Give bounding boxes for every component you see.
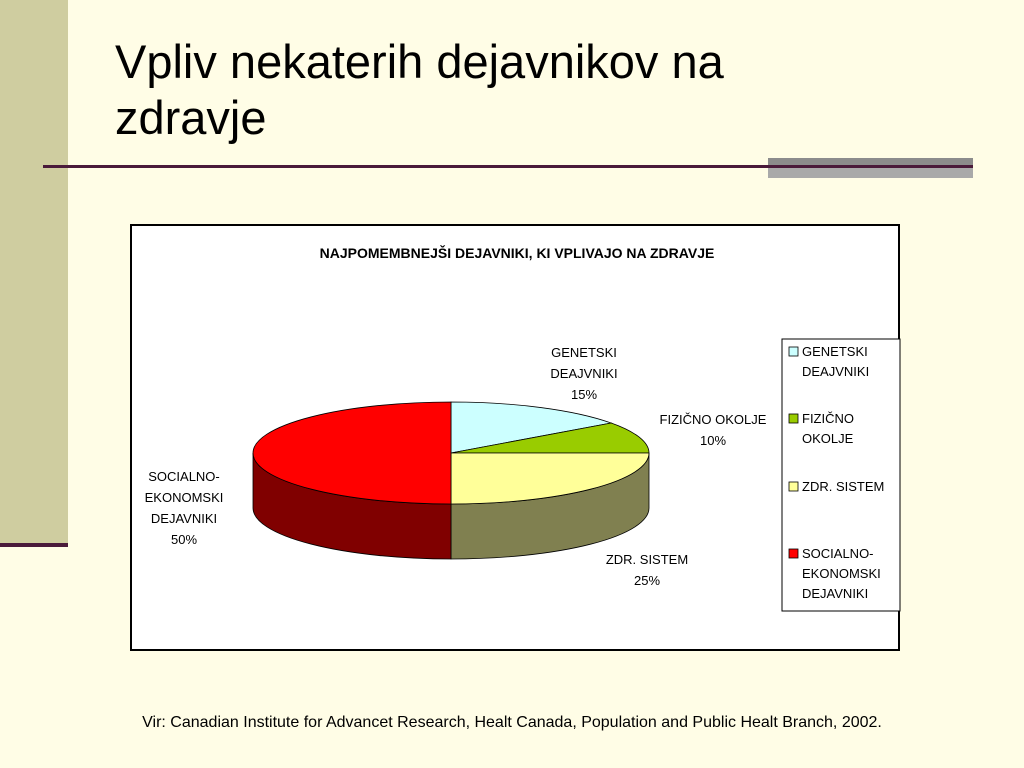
pie-label-line: FIZIČNO OKOLJE xyxy=(659,412,767,427)
pie-value-label: 50% xyxy=(170,532,198,547)
legend-label-fizicno-okolje: FIZIČNO xyxy=(802,411,854,426)
legend-label-zdr-sistem: ZDR. SISTEM xyxy=(802,479,885,494)
legend-swatch-zdr-sistem xyxy=(789,482,798,491)
chart-legend xyxy=(782,339,900,611)
pie-label-genetski-deajvniki xyxy=(550,345,617,402)
slide-title-line1: Vpliv nekaterih dejavnikov na xyxy=(115,35,724,88)
legend-label-genetski-deajvniki: DEAJVNIKI xyxy=(802,364,870,379)
legend-swatch-fizicno-okolje xyxy=(789,414,798,423)
title-rule xyxy=(43,165,973,168)
legend-swatch-socialno-ekonomski-dejavniki xyxy=(789,549,798,558)
left-accent-line xyxy=(0,543,68,547)
pie-value-label: 15% xyxy=(570,387,598,402)
pie-value-label: 10% xyxy=(699,433,727,448)
left-accent-bar xyxy=(0,0,68,545)
pie-label-socialno-ekonomski-dejavniki xyxy=(145,469,224,547)
legend-swatch-genetski-deajvniki xyxy=(789,347,798,356)
pie-label-line: SOCIALNO- xyxy=(148,469,220,484)
title-rule-accent-lower xyxy=(768,168,973,178)
pie-label-line: DEJAVNIKI xyxy=(150,511,218,526)
legend-label-socialno-ekonomski-dejavniki: SOCIALNO- xyxy=(802,546,874,561)
slide-title xyxy=(115,34,915,146)
chart-title: NAJPOMEMBNEJŠI DEJAVNIKI, KI VPLIVAJO NA ZDRAVJE xyxy=(319,245,715,261)
pie-value-label: 25% xyxy=(633,573,661,588)
pie-label-fizicno-okolje xyxy=(660,412,767,448)
slide-title-line2: zdravje xyxy=(115,91,267,144)
pie-label-line: ZDR. SISTEM xyxy=(605,552,689,567)
legend-label-fizicno-okolje: OKOLJE xyxy=(802,431,854,446)
source-note: Vir: Canadian Institute for Advancet Research, Healt Canada, Population and Public Healt Branch, 2002. xyxy=(142,714,882,731)
pie-label-zdr-sistem xyxy=(606,552,688,588)
legend-label-socialno-ekonomski-dejavniki: DEJAVNIKI xyxy=(802,586,869,601)
pie-chart-svg xyxy=(132,226,902,653)
pie-label-line: DEAJVNIKI xyxy=(550,366,618,381)
pie-label-line: EKONOMSKI xyxy=(144,490,224,505)
legend-label-genetski-deajvniki: GENETSKI xyxy=(802,344,868,359)
legend-label-socialno-ekonomski-dejavniki: EKONOMSKI xyxy=(802,566,881,581)
pie-label-line: GENETSKI xyxy=(551,345,617,360)
pie-chart xyxy=(130,224,900,651)
